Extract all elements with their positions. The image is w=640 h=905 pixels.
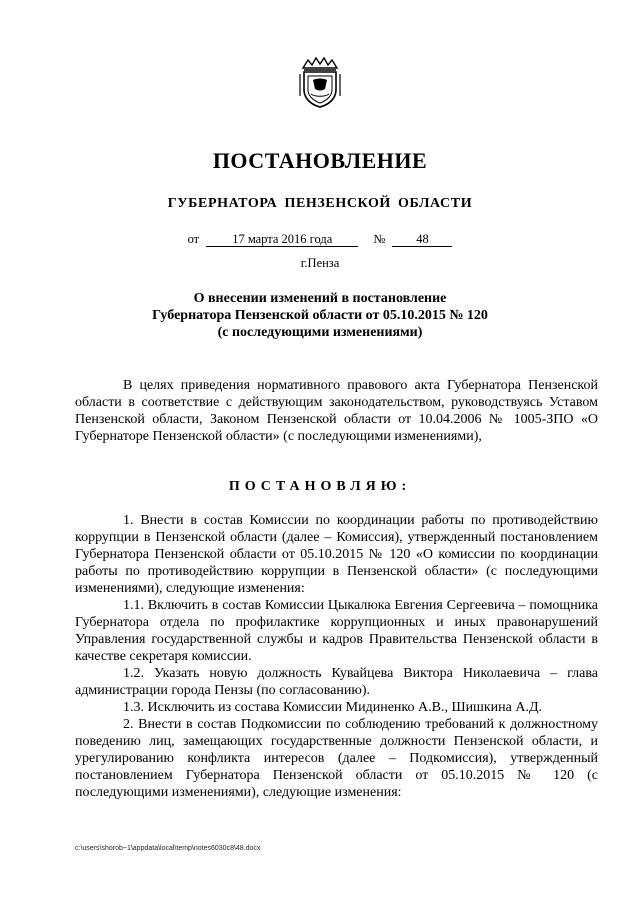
city: г.Пенза: [300, 256, 340, 270]
document-title: ПОСТАНОВЛЕНИЕ: [212, 148, 428, 173]
heading-line: Губернатора Пензенской области от 05.10.2015 № 120: [152, 308, 488, 323]
document-date: 17 марта 2016 года: [206, 232, 358, 247]
file-path-footer: c:\users\shorob~1\appdata\local\temp\notes6030c8\48.docx: [75, 845, 261, 852]
paragraph: 2. Внести в состав Подкомиссии по соблюдению требований к должностному поведению лиц, замещающих государственные должности Пензенской области, и урегулированию конфликта интересов (далее – Подкомиссия), утвержденный постановлением Губернатора Пензенской области от 05.10.2015 № 120 (с последующими изменениями), следующие изменения:: [75, 717, 598, 800]
paragraph: 1.3. Исключить из состава Комиссии Мидиненко А.В., Шишкина А.Д.: [123, 700, 543, 715]
heading-line: (с последующими изменениями): [217, 325, 423, 340]
document-number: 48: [392, 232, 452, 247]
date-prefix: от: [187, 232, 200, 246]
paragraph: 1.1. Включить в состав Комиссии Цыкалюка Евгения Сергеевича – помощника Губернатора отдела по профилактике коррупционных и иных правонарушений Управления государственной службы и кадров Правительства Пензенской области в качестве секретаря комиссии.: [75, 598, 598, 664]
document-heading: [0, 290, 640, 341]
coat-of-arms-icon: [299, 56, 341, 108]
date-line: [0, 232, 640, 247]
paragraph: 1. Внести в состав Комиссии по координации работы по противодействию коррупции в Пензенской области (далее – Комиссия), утвержденный постановлением Губернатора Пензенской области от 05.10.2015 № 120 «О комиссии по координации работы по противодействию коррупции в Пензенской области» (с последующими изменениями), следующие изменения:: [75, 513, 598, 596]
paragraph: 1.2. Указать новую должность Кувайцева Виктора Николаевича – глава администрации города Пензы (по согласованию).: [75, 666, 598, 698]
number-label: №: [373, 232, 386, 246]
preamble: [75, 377, 598, 445]
document-body: [75, 512, 598, 801]
preamble-text: В целях приведения нормативного правового акта Губернатора Пензенской области в соответствие с действующим законодательством, руководствуясь Уставом Пензенской области, Законом Пензенской области от 10.04.2006 № 1005-ЗПО «О Губернаторе Пензенской области» (с последующими изменениями),: [75, 378, 598, 444]
heading-line: О внесении изменений в постановление: [193, 291, 447, 306]
issuer-title: ГУБЕРНАТОРА ПЕНЗЕНСКОЙ ОБЛАСТИ: [167, 196, 473, 211]
decree-word: ПОСТАНОВЛЯЮ:: [228, 479, 412, 494]
